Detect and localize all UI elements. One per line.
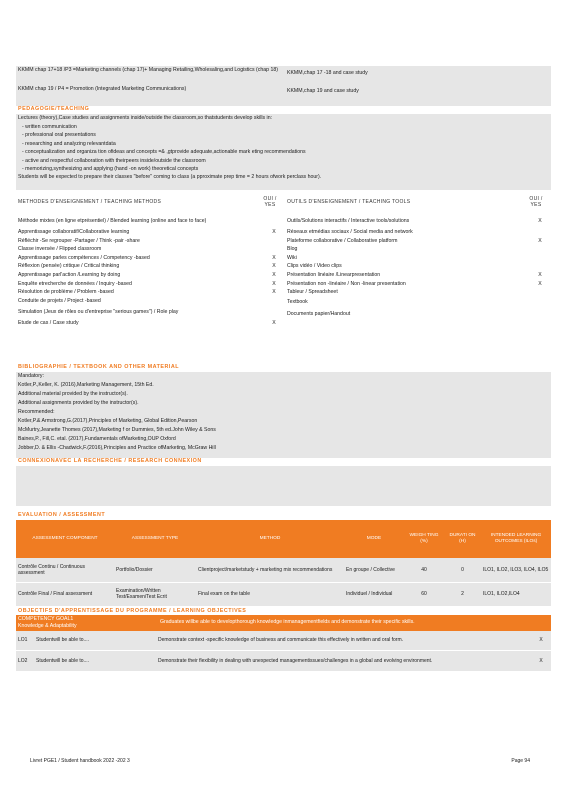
list-item bbox=[287, 254, 545, 263]
list-item bbox=[18, 245, 279, 254]
bib-line: Kotler,P.,Keller, K. (2016),Marketing Management, 15th Ed. bbox=[18, 382, 154, 388]
list-item-text: Conduite de projets / Project -based bbox=[18, 297, 101, 304]
cell-ilos: ILO1, ILO2, ILO3, ILO4, ILO5 bbox=[481, 558, 551, 582]
cell-method: Final exam on the table bbox=[196, 582, 344, 606]
goal-sub: Knowledge & Adaptability bbox=[18, 622, 77, 629]
list-item-text: Clips vidéo / Video clips bbox=[287, 263, 342, 270]
evaluation-table bbox=[16, 520, 551, 607]
bib-line: Kotler,P.& Armstrong,G.(2017),Principles of Marketing, Global Edition,Pearson bbox=[18, 418, 198, 424]
list-item-mark: X bbox=[538, 280, 542, 287]
bib-line: Recommended: bbox=[18, 409, 55, 415]
lo-mark: X bbox=[539, 637, 543, 644]
research-body bbox=[16, 466, 551, 506]
list-item-text: Apprentissage collaboratif/Collaborative learning bbox=[18, 229, 130, 236]
bibliography-heading: BIBLIOGRAPHIE / TEXTBOOK AND OTHER MATERIAL bbox=[18, 364, 180, 370]
col-type: ASSESSMENT TYPE bbox=[114, 520, 196, 558]
cell-mode: Individuel / Individual bbox=[344, 582, 404, 606]
chapter-block bbox=[16, 66, 551, 106]
list-item bbox=[18, 297, 279, 306]
cell-component: Contrôle Final / Final assessment bbox=[16, 582, 114, 606]
list-item bbox=[18, 262, 279, 271]
lo-id: LO2 bbox=[16, 651, 34, 671]
list-item bbox=[18, 237, 279, 246]
chapter-right bbox=[281, 66, 551, 106]
bib-line: Jobber,D. & Ellis -Chadwick,F.(2016),Principles and Practice ofMarketing, McGraw Hill bbox=[18, 445, 216, 451]
list-item-mark: X bbox=[272, 320, 276, 327]
lo-text: Demonstrate context -specific knowledge of business and communicate this effectively in written and oral form. bbox=[158, 637, 404, 644]
bib-line: Baines,P., Fill,C. etal. (2017),Fundamentals ofMarketing,OUP Oxford bbox=[18, 436, 176, 442]
teaching-methods bbox=[16, 190, 281, 364]
list-item-mark: X bbox=[272, 254, 276, 261]
pedagogy-line: Students will be expected to prepare their classes "before" coming to class (a pproximate prep time = 2 hours ofwork perclass hour). bbox=[18, 174, 322, 181]
evaluation-header-row bbox=[16, 520, 551, 558]
list-item-text: Résolution de problème / Problem -based bbox=[18, 289, 114, 296]
col-mode: MODE bbox=[344, 520, 404, 558]
list-item-text: Outils/Solutions interactifs / Interactive tools/solutions bbox=[287, 217, 410, 224]
list-item-text: Blog bbox=[287, 246, 298, 253]
cell-mode: En groupe / Collective bbox=[344, 558, 404, 582]
list-item-text: Réseaux etmédias sociaux / Social media and network bbox=[287, 229, 413, 236]
lo-student: Studentwill be able to.... bbox=[34, 651, 156, 671]
research-heading: CONNEXIONAVEC LA RECHERCHE / RESEARCH CONNEXION bbox=[18, 458, 202, 464]
list-item bbox=[18, 254, 279, 263]
chapter-ref: KKMM,chap 19 and case study bbox=[287, 88, 359, 94]
cell-duration: 0 bbox=[444, 558, 481, 582]
methods-tools bbox=[16, 190, 551, 364]
list-item-text: Présentation linéaire /Linearpresentation bbox=[287, 272, 381, 279]
list-item bbox=[287, 271, 545, 280]
teaching-tools bbox=[281, 190, 551, 364]
list-item-text: Documents papier/Handout bbox=[287, 310, 351, 317]
chapter-left bbox=[16, 66, 281, 106]
chapter-line: KKMM chap 19 / P4 = Promotion (Integrated Marketing Communications) bbox=[18, 86, 187, 92]
goal-text: Graduates willbe able to developthorough knowledge inmanagementfields and demonstrate their specific skills. bbox=[160, 619, 415, 626]
list-item bbox=[287, 297, 545, 307]
cell-duration: 2 bbox=[444, 582, 481, 606]
pedagogy-line: - written communication bbox=[22, 124, 77, 130]
lo-id: LO1 bbox=[18, 637, 28, 644]
pedagogy-line: - memorizing,synthesizing and applying (hand -on work) theoretical concepts bbox=[22, 165, 199, 172]
pedagogy-line: - conceptualization and organiza tion ofideas and concepts =& ,gtprovide adequate,actionable mark eting recommendations bbox=[22, 149, 306, 156]
list-item bbox=[287, 237, 545, 246]
objectives-heading: OBJECTIFS D'APPRENTISSAGE DU PROGRAMME / LEARNING OBJECTIVES bbox=[18, 607, 247, 614]
table-row bbox=[16, 631, 551, 651]
bibliography-body bbox=[16, 372, 551, 458]
list-item bbox=[287, 245, 545, 254]
tools-title: OUTILS D'ENSEIGNEMENT / TEACHING TOOLS bbox=[287, 198, 411, 205]
pedagogy-line: - professional oral presentations bbox=[22, 132, 96, 139]
list-item-text: Enquête etrecherche de données / Inquiry -based bbox=[18, 280, 132, 287]
list-item bbox=[18, 305, 279, 319]
goal-label-block bbox=[16, 616, 156, 629]
list-item bbox=[18, 288, 279, 297]
methods-title: METHODES D'ENSEIGNEMENT / TEACHING METHODS bbox=[18, 198, 162, 205]
bib-line: McMurtry,Jeanette Thomes (2017),Marketing f or Dummies, 5th ed.John Wiley & Sons bbox=[18, 427, 216, 433]
list-item-text: Textbook bbox=[287, 298, 308, 305]
footer-title: Livret PGE1 / Student handbook 2022 -202 3 bbox=[30, 758, 130, 764]
tools-yes-col: OUI / YES bbox=[529, 195, 543, 208]
lo-student: Studentwill be able to.... bbox=[36, 637, 90, 644]
list-item-mark: X bbox=[272, 263, 276, 270]
list-item bbox=[287, 262, 545, 271]
pedagogy-line: - researching and analyzing relevantdata bbox=[22, 140, 116, 147]
list-item-text: Tableur / Spreadsheet bbox=[287, 289, 338, 296]
list-item-mark: X bbox=[538, 272, 542, 279]
list-item-mark: X bbox=[272, 280, 276, 287]
list-item-text: Wiki bbox=[287, 254, 297, 261]
list-item-text: Classe inversée / Flipped classroom bbox=[18, 246, 102, 253]
pedagogy-line: - active and respectful collaboration with theirpeers inside/outside the classroom bbox=[22, 157, 206, 164]
list-item bbox=[18, 319, 279, 328]
list-item-text: Apprentissage parl'action /Learning by doing bbox=[18, 272, 121, 279]
list-item bbox=[18, 280, 279, 289]
table-row bbox=[16, 558, 551, 582]
bib-line: Mandatory: bbox=[18, 373, 44, 379]
page-content bbox=[16, 66, 551, 671]
col-component: ASSESSMENT COMPONENT bbox=[16, 520, 114, 558]
list-item-mark: X bbox=[272, 272, 276, 279]
table-row bbox=[16, 651, 551, 671]
list-item bbox=[287, 214, 545, 228]
list-item bbox=[287, 228, 545, 237]
tools-list bbox=[287, 214, 545, 321]
goal-label: COMPETENCY GOAL1 bbox=[18, 616, 74, 622]
table-row bbox=[16, 582, 551, 606]
list-item-text: Etude de cas / Case study bbox=[18, 320, 79, 327]
list-item-text: Présentation non -linéaire / Non -linear presentation bbox=[287, 280, 406, 287]
tools-header bbox=[287, 190, 545, 214]
list-item-text: Réfléchir -Se regrouper -Partager / Think -pair -share bbox=[18, 237, 140, 244]
list-item-text: Réflexion (pensée) critique / Critical thinking bbox=[18, 263, 120, 270]
cell-method: Clientproject/marketstudy + marketing mix recommendations bbox=[196, 558, 344, 582]
cell-type: Examination/Written Test/Examen/Test Ecrit bbox=[114, 582, 196, 606]
list-item-text: Plateforme collaborative / Collaborative platform bbox=[287, 237, 398, 244]
pedagogy-body bbox=[16, 114, 551, 190]
list-item bbox=[287, 280, 545, 289]
list-item-text: Apprentissage parles compétences / Competency -based bbox=[18, 254, 150, 261]
list-item-text: Simulation (Jeux de rôles ou d'entreprise "serious games") / Role play bbox=[18, 309, 179, 316]
list-item bbox=[18, 214, 279, 228]
cell-weighting: 40 bbox=[404, 558, 444, 582]
page-footer bbox=[30, 758, 530, 764]
pedagogy-heading: PEDAGOGIE/TEACHING bbox=[18, 106, 90, 112]
methods-yes-col: OUI / YES bbox=[263, 195, 277, 208]
page-number: Page 94 bbox=[511, 758, 530, 764]
list-item-mark: X bbox=[538, 217, 542, 224]
bib-line: Additional material provided by the instructor(s). bbox=[18, 391, 128, 397]
list-item bbox=[18, 271, 279, 280]
cell-type: Portfolio/Dossier bbox=[114, 558, 196, 582]
chapter-line: KKMM chap 17+18 /P3 =Marketing channels (chap 17)+ Managing Retailing,Wholesaling,and Logistics (chap 18) bbox=[18, 67, 278, 73]
chapter-ref: KKMM,chap 17 -18 and case study bbox=[287, 70, 368, 76]
list-item bbox=[18, 228, 279, 237]
lo-text: Demonstrate their flexibility in dealing with unexpected managementissues/challenges in a global and evolving environment. bbox=[156, 651, 531, 671]
col-method: METHOD bbox=[196, 520, 344, 558]
competency-goal bbox=[16, 615, 551, 631]
col-duration: DURATI ON (H) bbox=[444, 520, 481, 558]
list-item bbox=[287, 288, 545, 297]
col-weighting: WEIGH TING (%) bbox=[404, 520, 444, 558]
objectives-table bbox=[16, 631, 551, 671]
methods-header bbox=[18, 190, 279, 214]
cell-weighting: 60 bbox=[404, 582, 444, 606]
col-ilos: INTENDED LEARNING OUTCOMES (ILOs) bbox=[481, 520, 551, 558]
list-item-mark: X bbox=[272, 289, 276, 296]
bib-line: Additional assignments provided by the instructor(s). bbox=[18, 400, 139, 406]
list-item-mark: X bbox=[538, 237, 542, 244]
cell-ilos: ILO1, ILO2,ILO4 bbox=[481, 582, 551, 606]
pedagogy-line: Lectures (theory),Case studies and assignments inside/outside the classroom,so thatstudents develop skills in: bbox=[18, 115, 273, 121]
methods-list bbox=[18, 214, 279, 328]
evaluation-heading: EVALUATION / ASSESSMENT bbox=[18, 512, 106, 518]
list-item-text: Méthode mixtes (en ligne etprésentiel) / Blended learning (online and face to face) bbox=[18, 217, 207, 224]
cell-component: Contrôle Continu / Continuous assessment bbox=[16, 558, 114, 582]
list-item bbox=[287, 307, 545, 321]
list-item-mark: X bbox=[272, 229, 276, 236]
lo-mark: X bbox=[531, 651, 551, 671]
